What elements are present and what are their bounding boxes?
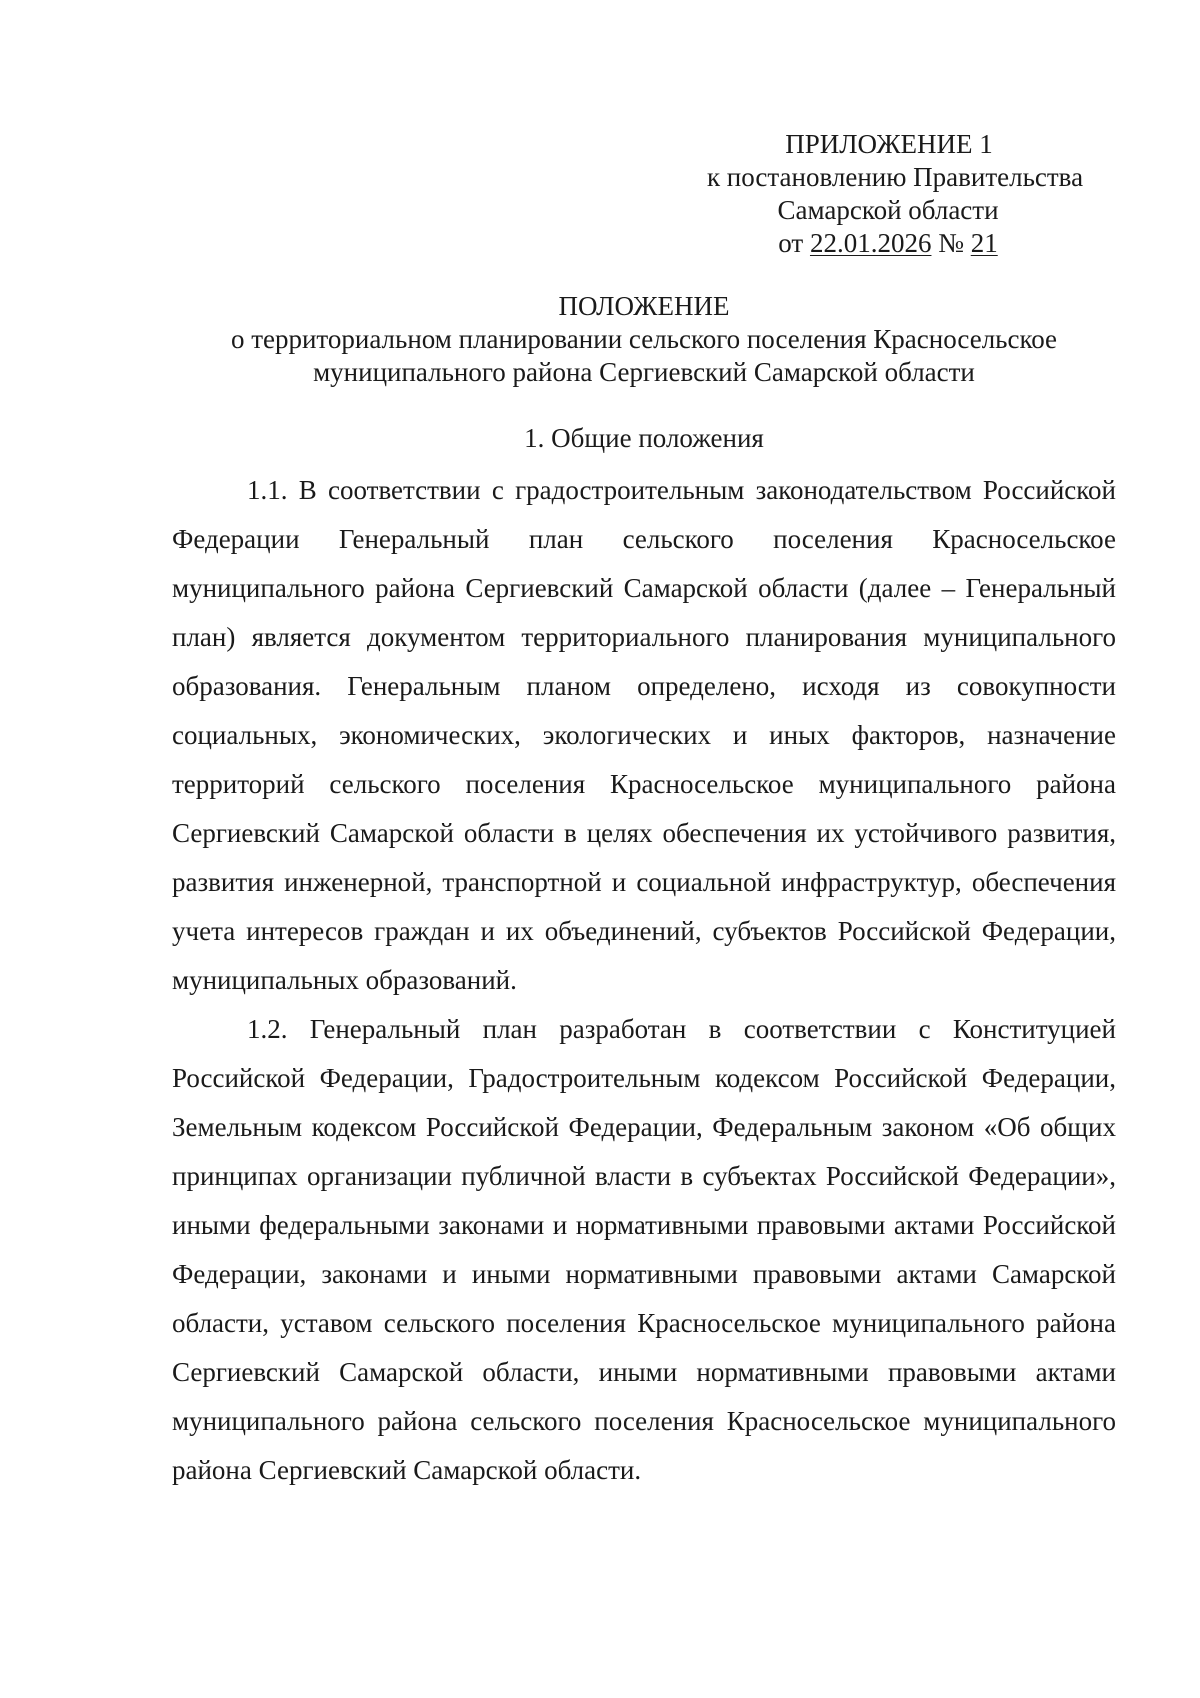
paragraph-1-2: 1.2. Генеральный план разработан в соответствии с Конституцией Российской Федерации, Градостроительным кодексом Российской Федерации, Земельным кодексом Российской Федерации, Федеральным законом «Об общих принципах организации публичной власти в субъектах Российской Федерации», иными федеральными законами и нормативными правовыми актами Российской Федерации, законами и иными нормативными правовыми актами Самарской области, уставом сельского поселения Красносельское муниципального района Сергиевский Самарской области, иными нормативными правовыми актами муниципального района сельского поселения Красносельское муниципального района Сергиевский Самарской области. (172, 1014, 1116, 1485)
annex-date-number (656, 227, 1120, 260)
document-body (172, 466, 1116, 1495)
annex-region: Самарской области (777, 195, 999, 225)
annex-number: 21 (970, 228, 998, 258)
paragraph-1-1: 1.1. В соответствии с градостроительным законодательством Российской Федерации Генеральный план сельского поселения Красносельское муниципального района Сергиевский Самарской области (далее – Генеральный план) является документом территориального планирования муниципального образования. Генеральным планом определено, исходя из совокупности социальных, экономических, экологических и иных факторов, назначение территорий сельского поселения Красносельское муниципального района Сергиевский Самарской области в целях обеспечения их устойчивого развития, развития инженерной, транспортной и социальной инфраструктур, обеспечения учета интересов граждан и их объединений, субъектов Российской Федерации, муниципальных образований. (172, 475, 1116, 995)
annex-date-prefix: от (778, 228, 804, 258)
document-subtitle-line-2: муниципального района Сергиевский Самарской области (313, 357, 975, 387)
document-title (172, 290, 1116, 389)
document-subtitle-line-1: о территориальном планировании сельского поселения Красносельское (230, 324, 1058, 354)
annex-header (670, 128, 1120, 260)
annex-date: 22.01.2026 (809, 228, 932, 258)
annex-decree-reference: к постановлению Правительства (706, 162, 1084, 192)
annex-number-sign: № (938, 228, 964, 258)
section-heading: 1. Общие положения (524, 423, 764, 453)
document-heading: ПОЛОЖЕНИЕ (558, 291, 730, 321)
annex-title: ПРИЛОЖЕНИЕ 1 (785, 129, 993, 159)
